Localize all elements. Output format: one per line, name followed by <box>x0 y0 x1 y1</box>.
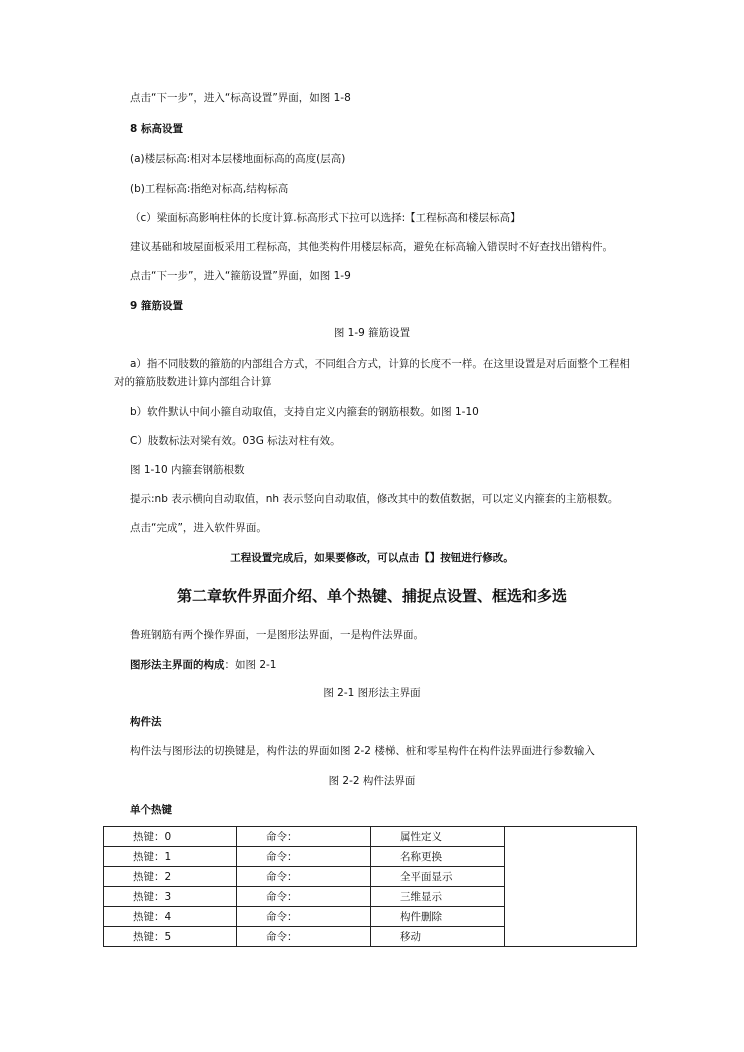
paragraph-lead: 图形法主界面的构成 <box>130 659 225 671</box>
figure-caption: 图 2-1 图形法主界面 <box>323 687 421 699</box>
hotkey-cell: 热键：3 <box>104 887 237 907</box>
section-heading-8: 8 标高设置 <box>130 123 183 135</box>
command-cell: 命令： <box>237 907 371 927</box>
figure-caption: 图 1-9 箍筋设置 <box>333 327 411 339</box>
hotkey-cell: 热键：2 <box>104 867 237 887</box>
paragraph: 点击“下一步”，进入“标高设置”界面，如图 1-8 <box>130 92 351 104</box>
section-heading: 构件法 <box>130 716 162 728</box>
command-cell: 命令： <box>237 927 371 947</box>
note-bold: 工程设置完成后，如果要修改，可以点击【】按钮进行修改。 <box>230 552 514 564</box>
paragraph: （c）梁面标高影响柱体的长度计算.标高形式下拉可以选择:【工程标高和楼层标高】 <box>130 212 521 224</box>
command-cell: 命令： <box>237 827 371 847</box>
command-cell: 命令： <box>237 887 371 907</box>
hotkey-cell: 热键：5 <box>104 927 237 947</box>
command-cell: 命令： <box>237 847 371 867</box>
paragraph: 点击“完成”，进入软件界面。 <box>130 522 267 534</box>
action-cell: 属性定义 <box>371 827 505 847</box>
hotkey-cell: 热键：1 <box>104 847 237 867</box>
paragraph: 点击“下一步”，进入“箍筋设置”界面，如图 1-9 <box>130 270 351 282</box>
hotkey-table <box>103 826 637 947</box>
figure-caption: 图 1-10 内箍套钢筋根数 <box>130 464 245 476</box>
paragraph: a）指不同肢数的箍筋的内部组合方式，不同组合方式，计算的长度不一样。在这里设置是对后面整个工程相对的箍筋肢数进计算内部组合计算 <box>114 358 630 388</box>
figure-caption: 图 2-2 构件法界面 <box>328 775 416 787</box>
paragraph: (b)工程标高:指绝对标高,结构标高 <box>130 183 289 195</box>
action-cell: 构件删除 <box>371 907 505 927</box>
hotkey-cell: 热键：4 <box>104 907 237 927</box>
paragraph: 构件法与图形法的切换键是，构件法的界面如图 2-2 楼梯、桩和零星构件在构件法界面进行参数输入 <box>130 745 595 757</box>
section-heading-9: 9 箍筋设置 <box>130 300 183 312</box>
paragraph: 鲁班钢筋有两个操作界面，一是图形法界面，一是构件法界面。 <box>130 629 424 641</box>
action-cell: 三维显示 <box>371 887 505 907</box>
paragraph: 建议基础和坡屋面板采用工程标高，其他类构件用楼层标高，避免在标高输入错误时不好查找出错构件。 <box>130 241 613 253</box>
action-cell: 移动 <box>371 927 505 947</box>
paragraph: (a)楼层标高:相对本层楼地面标高的高度(层高) <box>130 153 346 165</box>
section-heading: 单个热键 <box>130 804 172 816</box>
paragraph: 提示:nb 表示横向自动取值，nh 表示竖向自动取值，修改其中的数值数据，可以定义内箍套的主筋根数。 <box>130 493 619 505</box>
paragraph <box>130 658 277 672</box>
chapter-title: 第二章软件界面介绍、单个热键、捕捉点设置、框选和多选 <box>176 587 567 605</box>
table-row <box>104 827 637 847</box>
action-cell: 名称更换 <box>371 847 505 867</box>
hotkey-cell: 热键：0 <box>104 827 237 847</box>
paragraph-rest: ：如图 2-1 <box>224 659 277 671</box>
command-cell: 命令： <box>237 867 371 887</box>
paragraph: b）软件默认中间小箍自动取值，支持自定义内箍套的钢筋根数。如图 1-10 <box>130 406 479 418</box>
action-cell: 全平面显示 <box>371 867 505 887</box>
paragraph: C）肢数标法对梁有效。03G 标法对柱有效。 <box>130 435 341 447</box>
empty-cell <box>505 827 637 947</box>
